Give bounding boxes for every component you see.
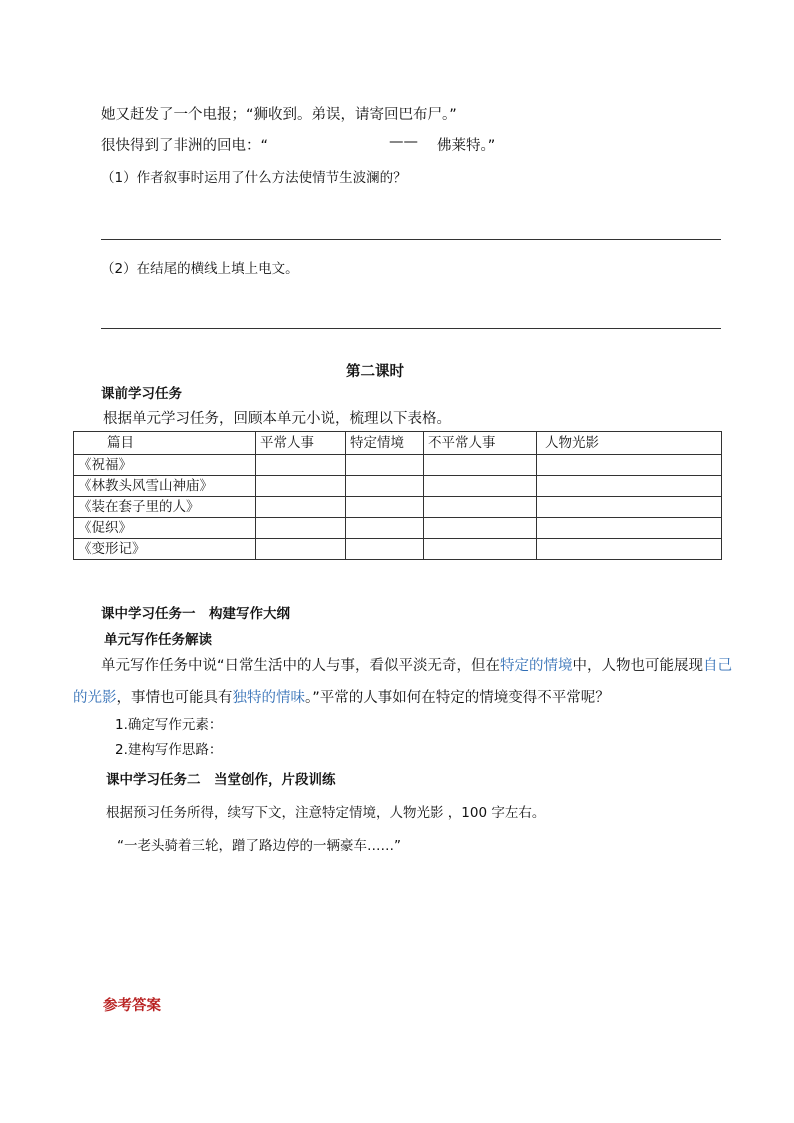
task1-paragraph-line-1 xyxy=(101,654,732,675)
answer-line-1 xyxy=(101,239,721,240)
review-table xyxy=(73,431,722,560)
task1-paragraph-line-2 xyxy=(73,686,610,707)
reply-line-start: 很快得到了非洲的回电：“ xyxy=(101,138,269,154)
table-cell xyxy=(346,455,424,476)
table-cell xyxy=(424,518,537,539)
table-header-cell: 平常人事 xyxy=(256,432,346,455)
table-header-row xyxy=(74,432,722,455)
pre-task-text: 根据单元学习任务，回顾本单元小说，梳理以下表格。 xyxy=(103,411,451,427)
table-cell xyxy=(424,539,537,560)
question-1: （1）作者叙事时运用了什么方法使情节生波澜的？ xyxy=(101,170,407,186)
table-cell xyxy=(256,497,346,518)
list-item-2: 2.建构写作思路： xyxy=(115,742,223,758)
table-header-cell: 不平常人事 xyxy=(424,432,537,455)
table-header-cell: 篇目 xyxy=(74,432,256,455)
table-cell: 《林教头风雪山神庙》 xyxy=(74,476,256,497)
task2-prompt: “一老头骑着三轮，蹭了路边停的一辆豪车……” xyxy=(117,838,401,854)
table-cell xyxy=(256,539,346,560)
paragraph-text: 。”平常的人事如何在特定的情境变得不平常呢？ xyxy=(305,690,610,706)
table-cell xyxy=(424,455,537,476)
table-row xyxy=(74,497,722,518)
task2-instruction: 根据预习任务所得，续写下文，注意特定情境，人物光影 ，100 字左右。 xyxy=(106,805,546,821)
table-row xyxy=(74,455,722,476)
table-cell xyxy=(537,539,722,560)
table-cell xyxy=(346,539,424,560)
table-cell xyxy=(256,455,346,476)
paragraph-text: ，事情也可能具有 xyxy=(116,690,233,706)
table-cell xyxy=(424,497,537,518)
table-row xyxy=(74,539,722,560)
pre-task-heading: 课前学习任务 xyxy=(101,386,182,402)
paragraph-text: 单元写作任务中说“日常生活中的人与事，看似平淡无奇，但在 xyxy=(101,658,501,674)
telegram-line: 她又赶发了一个电报；“狮收到。弟误，请寄回巴布尸。” xyxy=(101,107,457,123)
lesson-title: 第二课时 xyxy=(346,364,404,380)
answer-heading: 参考答案 xyxy=(103,998,161,1014)
question-2: （2）在结尾的横线上填上电文。 xyxy=(101,261,299,277)
paragraph-text: 中，人物也可能展现 xyxy=(572,658,704,674)
task1-subheading: 单元写作任务解读 xyxy=(104,632,212,648)
table-cell xyxy=(537,455,722,476)
highlight-specific-situation: 特定的情境 xyxy=(500,658,573,674)
table-cell xyxy=(256,476,346,497)
list-item-1: 1.确定写作元素： xyxy=(115,717,223,733)
answer-line-2 xyxy=(101,328,721,329)
task2-heading: 课中学习任务二 当堂创作，片段训练 xyxy=(106,772,336,788)
table-cell xyxy=(537,518,722,539)
table-cell xyxy=(346,497,424,518)
table-cell: 《促织》 xyxy=(74,518,256,539)
table-cell: 《变形记》 xyxy=(74,539,256,560)
table-cell: 《祝福》 xyxy=(74,455,256,476)
table-cell xyxy=(346,476,424,497)
reply-line-dash: —— xyxy=(389,134,418,150)
table-cell xyxy=(256,518,346,539)
table-cell: 《装在套子里的人》 xyxy=(74,497,256,518)
table-cell xyxy=(537,476,722,497)
table-cell xyxy=(537,497,722,518)
highlight-own-light-cont: 的光影 xyxy=(73,690,117,706)
reply-line-end: 佛莱特。” xyxy=(437,138,496,154)
table-row xyxy=(74,518,722,539)
table-header-cell: 人物光影 xyxy=(537,432,722,455)
table-cell xyxy=(346,518,424,539)
table-row xyxy=(74,476,722,497)
task1-heading: 课中学习任务一 构建写作大纲 xyxy=(101,606,290,622)
table-cell xyxy=(424,476,537,497)
highlight-unique-flavor: 独特的情味 xyxy=(232,690,305,706)
table-header-cell: 特定情境 xyxy=(346,432,424,455)
highlight-own-light: 自己 xyxy=(703,658,733,674)
